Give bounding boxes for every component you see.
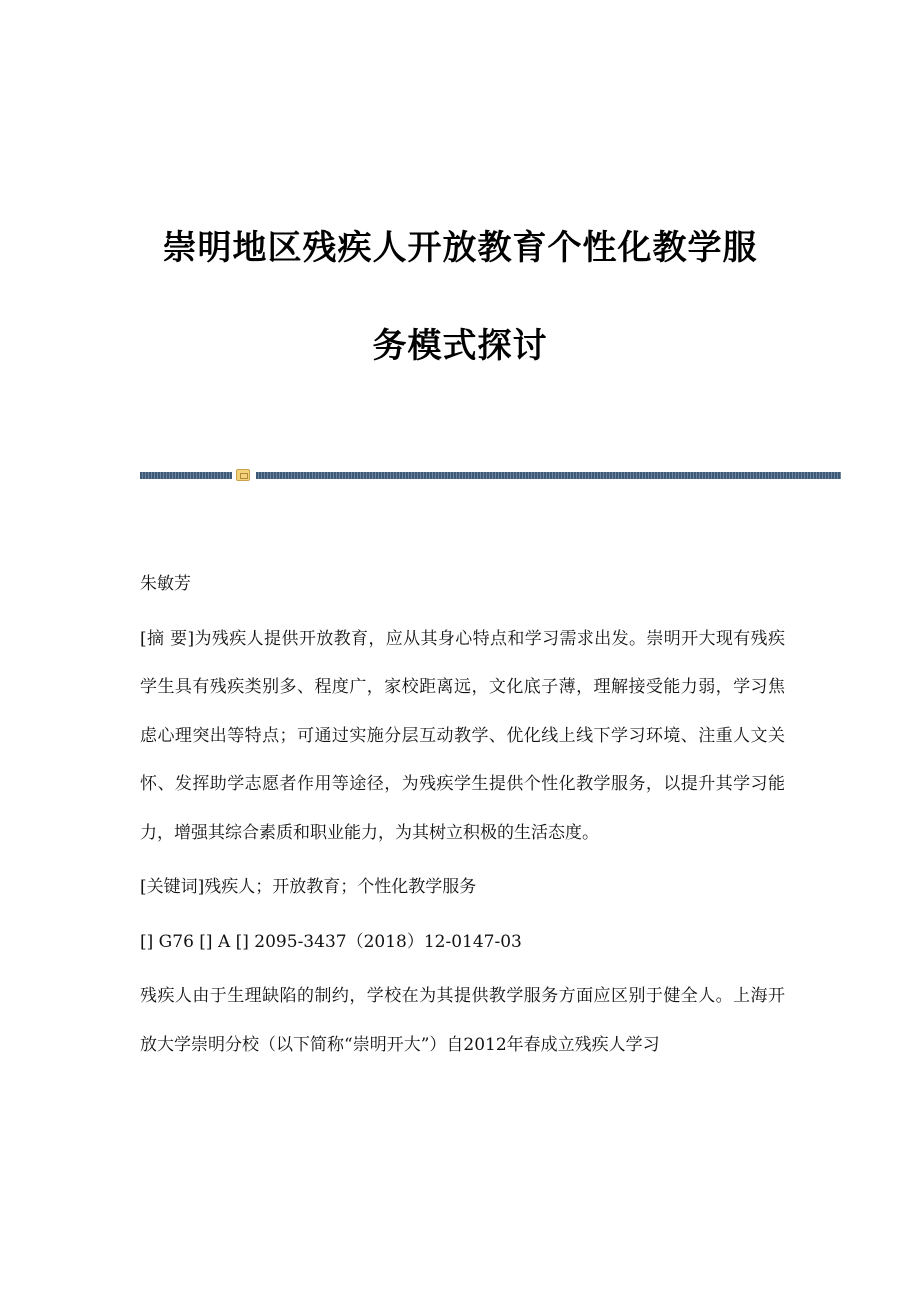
document-body	[140, 560, 785, 1069]
author: 朱敏芳	[140, 574, 191, 594]
body-paragraph: 残疾人由于生理缺陷的制约，学校在为其提供教学服务方面应区别于健全人。上海开放大学崇明分校（以下简称“崇明开大”）自2012年春成立残疾人学习	[140, 986, 785, 1055]
abstract-paragraph: [摘 要]为残疾人提供开放教育，应从其身心特点和学习需求出发。崇明开大现有残疾学生具有残疾类别多、程度广，家校距离远，文化底子薄，理解接受能力弱，学习焦虑心理突出等特点；可通过实施分层互动教学、优化线上线下学习环境、注重人文关怀、发挥助学志愿者作用等途径，为残疾学生提供个性化教学服务，以提升其学习能力，增强其综合素质和职业能力，为其树立积极的生活态度。	[140, 628, 785, 843]
divider-bar-right	[256, 472, 841, 479]
title-divider	[140, 469, 841, 481]
keywords-line: [关键词]残疾人；开放教育；个性化教学服务	[140, 877, 477, 897]
document-title-line-2: 务模式探讨	[372, 326, 548, 366]
document-title-line-1: 崇明地区残疾人开放教育个性化教学服	[162, 228, 758, 268]
classification-line: [] G76 [] A [] 2095-3437（2018）12-0147-03	[140, 931, 522, 952]
divider-ornament-icon	[236, 469, 250, 481]
divider-bar-left	[140, 472, 232, 479]
